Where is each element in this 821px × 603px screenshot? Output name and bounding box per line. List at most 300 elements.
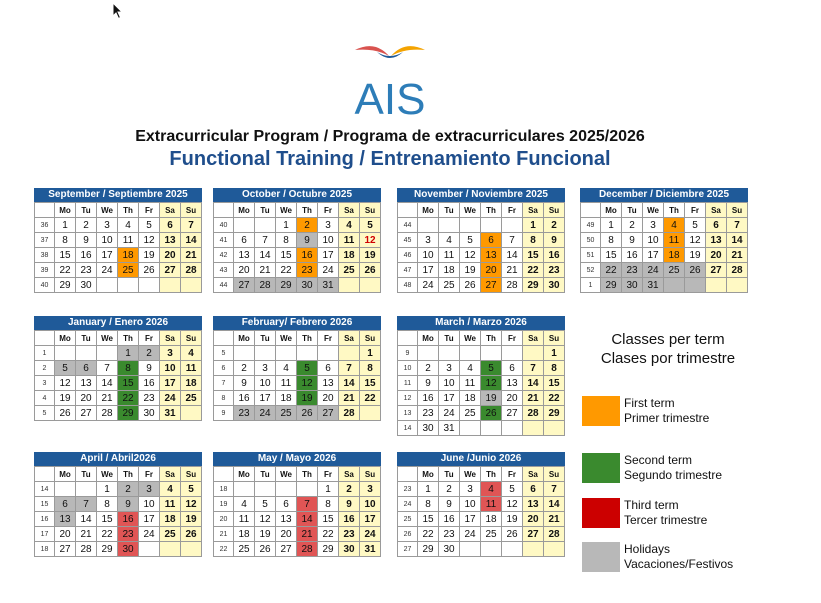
day-cell: 29 [97, 542, 118, 557]
day-cell: 9 [76, 233, 97, 248]
day-cell: 25 [160, 527, 181, 542]
legend-label: Second term [624, 453, 693, 467]
day-cell: 2 [139, 346, 160, 361]
weekday-header-row [35, 331, 202, 346]
day-cell: 7 [544, 482, 565, 497]
day-cell: 5 [255, 497, 276, 512]
week-row [35, 218, 202, 233]
day-cell: 19 [685, 248, 706, 263]
weekday-header: Sa [523, 203, 544, 218]
day-cell: 19 [502, 512, 523, 527]
week-number: 11 [398, 376, 418, 391]
week-row [398, 482, 565, 497]
day-cell: 26 [360, 263, 381, 278]
week-number: 2 [35, 361, 55, 376]
weekday-header: Su [181, 331, 202, 346]
day-cell: 21 [181, 248, 202, 263]
day-cell: 21 [297, 527, 318, 542]
day-cell: 15 [318, 512, 339, 527]
day-cell: 5 [181, 482, 202, 497]
week-row [214, 527, 381, 542]
week-number-header [398, 203, 418, 218]
week-number-header [214, 467, 234, 482]
month-calendar [397, 188, 565, 293]
week-number: 1 [581, 278, 601, 293]
day-cell: 4 [118, 218, 139, 233]
week-row [398, 497, 565, 512]
month-table [213, 330, 381, 421]
day-cell: 27 [160, 263, 181, 278]
day-cell: 25 [339, 263, 360, 278]
day-cell: 15 [118, 376, 139, 391]
week-number: 21 [214, 527, 234, 542]
weekday-header: Sa [339, 331, 360, 346]
week-row [35, 233, 202, 248]
week-row [214, 376, 381, 391]
month-title: September / Septiembre 2025 [34, 188, 202, 202]
day-cell: 12 [685, 233, 706, 248]
day-cell: 17 [97, 248, 118, 263]
day-cell: 7 [502, 233, 523, 248]
weekday-header: Fr [502, 331, 523, 346]
month-calendar [213, 188, 381, 293]
week-number: 10 [398, 361, 418, 376]
week-row [214, 512, 381, 527]
day-cell: 12 [360, 233, 381, 248]
day-cell: 31 [439, 421, 460, 436]
day-cell: 16 [139, 376, 160, 391]
week-number: 36 [35, 218, 55, 233]
day-cell: 5 [55, 361, 76, 376]
day-cell: 14 [727, 233, 748, 248]
day-cell [481, 218, 502, 233]
week-number: 9 [398, 346, 418, 361]
weekday-header-row [214, 331, 381, 346]
day-cell: 31 [643, 278, 664, 293]
day-cell: 16 [622, 248, 643, 263]
month-calendar [34, 452, 202, 557]
day-cell: 8 [55, 233, 76, 248]
weekday-header: Th [118, 331, 139, 346]
month-title: May / Mayo 2026 [213, 452, 381, 466]
day-cell: 23 [439, 527, 460, 542]
weekday-header-row [214, 467, 381, 482]
day-cell [160, 278, 181, 293]
day-cell: 13 [502, 376, 523, 391]
week-number-header [214, 331, 234, 346]
day-cell: 19 [181, 512, 202, 527]
legend-subtitle: Clases por trimestre [600, 350, 736, 367]
weekday-header: Th [118, 467, 139, 482]
day-cell: 2 [439, 482, 460, 497]
day-cell: 18 [339, 248, 360, 263]
day-cell: 23 [622, 263, 643, 278]
week-number-header [35, 331, 55, 346]
month-calendar [397, 452, 565, 557]
day-cell: 19 [460, 263, 481, 278]
day-cell: 24 [643, 263, 664, 278]
day-cell: 13 [76, 376, 97, 391]
week-number: 23 [398, 482, 418, 497]
month-calendar [213, 452, 381, 557]
day-cell: 6 [318, 361, 339, 376]
week-row [35, 497, 202, 512]
day-cell: 3 [255, 361, 276, 376]
day-cell: 22 [601, 263, 622, 278]
week-row [214, 482, 381, 497]
weekday-header: Mo [234, 331, 255, 346]
week-number-header [35, 467, 55, 482]
day-cell: 7 [297, 497, 318, 512]
day-cell: 5 [139, 218, 160, 233]
week-row [214, 263, 381, 278]
day-cell: 20 [502, 391, 523, 406]
day-cell [318, 346, 339, 361]
day-cell: 16 [544, 248, 565, 263]
day-cell: 24 [139, 527, 160, 542]
day-cell: 25 [276, 406, 297, 421]
day-cell: 6 [76, 361, 97, 376]
day-cell [460, 346, 481, 361]
weekday-header: Tu [255, 467, 276, 482]
day-cell: 10 [97, 233, 118, 248]
program-subtitle: Functional Training / Entrenamiento Funcional [169, 148, 611, 170]
day-cell: 25 [439, 278, 460, 293]
day-cell: 8 [601, 233, 622, 248]
day-cell [502, 421, 523, 436]
day-cell: 30 [76, 278, 97, 293]
week-number: 42 [214, 248, 234, 263]
day-cell: 15 [360, 376, 381, 391]
day-cell: 11 [160, 497, 181, 512]
day-cell: 9 [139, 361, 160, 376]
day-cell: 1 [601, 218, 622, 233]
day-cell: 6 [55, 497, 76, 512]
weekday-header: We [276, 331, 297, 346]
day-cell: 14 [97, 376, 118, 391]
week-number: 27 [398, 542, 418, 557]
week-number: 39 [35, 263, 55, 278]
day-cell: 3 [139, 482, 160, 497]
day-cell: 23 [234, 406, 255, 421]
month-table [213, 202, 381, 293]
week-row [398, 218, 565, 233]
day-cell: 30 [622, 278, 643, 293]
week-row [398, 406, 565, 421]
week-number: 52 [581, 263, 601, 278]
day-cell: 8 [418, 497, 439, 512]
week-number: 44 [398, 218, 418, 233]
legend-label: First term [624, 396, 675, 410]
week-number: 25 [398, 512, 418, 527]
day-cell: 10 [643, 233, 664, 248]
day-cell: 8 [276, 233, 297, 248]
day-cell: 11 [439, 248, 460, 263]
weekday-header: Th [297, 203, 318, 218]
weekday-header: Mo [234, 467, 255, 482]
day-cell: 21 [339, 391, 360, 406]
week-number: 3 [35, 376, 55, 391]
week-number: 38 [35, 248, 55, 263]
day-cell: 29 [118, 406, 139, 421]
day-cell: 26 [139, 263, 160, 278]
weekday-header: Mo [234, 203, 255, 218]
day-cell: 17 [439, 391, 460, 406]
day-cell: 30 [297, 278, 318, 293]
day-cell: 28 [97, 406, 118, 421]
week-number: 37 [35, 233, 55, 248]
day-cell: 27 [276, 542, 297, 557]
day-cell: 26 [255, 542, 276, 557]
day-cell [181, 278, 202, 293]
day-cell [460, 421, 481, 436]
day-cell: 17 [255, 391, 276, 406]
day-cell: 17 [318, 248, 339, 263]
day-cell: 2 [544, 218, 565, 233]
day-cell: 27 [76, 406, 97, 421]
week-row [214, 233, 381, 248]
day-cell: 22 [544, 391, 565, 406]
day-cell: 3 [318, 218, 339, 233]
weekday-header: We [276, 467, 297, 482]
month-table [397, 466, 565, 557]
day-cell [97, 278, 118, 293]
month-title: December / Diciembre 2025 [580, 188, 748, 202]
day-cell: 7 [255, 233, 276, 248]
day-cell [76, 482, 97, 497]
day-cell [460, 542, 481, 557]
week-row [35, 263, 202, 278]
day-cell: 13 [706, 233, 727, 248]
weekday-header: Sa [339, 203, 360, 218]
weekday-header: Tu [76, 467, 97, 482]
day-cell [139, 542, 160, 557]
legend-swatch [582, 498, 620, 528]
day-cell: 31 [318, 278, 339, 293]
day-cell: 15 [97, 512, 118, 527]
weekday-header: Tu [622, 203, 643, 218]
day-cell: 30 [439, 542, 460, 557]
day-cell: 8 [544, 361, 565, 376]
month-calendar [34, 316, 202, 421]
day-cell: 11 [181, 361, 202, 376]
day-cell: 27 [706, 263, 727, 278]
program-title: Extracurricular Program / Programa de extracurriculares 2025/2026 [135, 128, 645, 145]
week-number: 4 [35, 391, 55, 406]
day-cell: 7 [181, 218, 202, 233]
day-cell [502, 346, 523, 361]
week-number: 40 [35, 278, 55, 293]
week-number: 16 [35, 512, 55, 527]
week-number: 8 [214, 391, 234, 406]
week-number: 5 [214, 346, 234, 361]
day-cell: 6 [523, 482, 544, 497]
week-number: 49 [581, 218, 601, 233]
weekday-header: Su [360, 467, 381, 482]
legend-swatch [582, 453, 620, 483]
month-table [34, 466, 202, 557]
day-cell: 6 [706, 218, 727, 233]
weekday-header: Fr [502, 467, 523, 482]
day-cell: 18 [439, 263, 460, 278]
weekday-header: Su [360, 203, 381, 218]
weekday-header: Su [181, 203, 202, 218]
day-cell: 23 [297, 263, 318, 278]
month-title: February/ Febrero 2026 [213, 316, 381, 330]
weekday-header: Sa [339, 467, 360, 482]
day-cell: 14 [339, 376, 360, 391]
day-cell: 1 [544, 346, 565, 361]
day-cell: 2 [118, 482, 139, 497]
day-cell: 23 [118, 527, 139, 542]
day-cell: 22 [318, 527, 339, 542]
weekday-header: Th [297, 331, 318, 346]
day-cell: 11 [276, 376, 297, 391]
legend-swatch [582, 396, 620, 426]
day-cell: 9 [118, 497, 139, 512]
weekday-header: Fr [318, 203, 339, 218]
month-table [34, 202, 202, 293]
day-cell: 8 [118, 361, 139, 376]
weekday-header: Sa [160, 467, 181, 482]
day-cell: 12 [255, 512, 276, 527]
weekday-header: Tu [76, 203, 97, 218]
day-cell: 13 [481, 248, 502, 263]
day-cell: 1 [97, 482, 118, 497]
day-cell: 5 [297, 361, 318, 376]
week-row [398, 263, 565, 278]
week-row [35, 346, 202, 361]
week-row [214, 542, 381, 557]
month-calendar [213, 316, 381, 421]
day-cell [544, 542, 565, 557]
month-table [580, 202, 748, 293]
day-cell: 22 [97, 527, 118, 542]
week-number: 14 [398, 421, 418, 436]
day-cell: 2 [418, 361, 439, 376]
day-cell: 19 [255, 527, 276, 542]
week-row [398, 361, 565, 376]
day-cell: 26 [181, 527, 202, 542]
day-cell: 29 [418, 542, 439, 557]
day-cell: 22 [276, 263, 297, 278]
day-cell: 31 [360, 542, 381, 557]
day-cell: 22 [523, 263, 544, 278]
day-cell: 30 [544, 278, 565, 293]
day-cell: 23 [139, 391, 160, 406]
weekday-header: Th [481, 467, 502, 482]
day-cell: 14 [255, 248, 276, 263]
month-title: June /Junio 2026 [397, 452, 565, 466]
day-cell: 2 [339, 482, 360, 497]
weekday-header: Su [544, 467, 565, 482]
weekday-header: Fr [318, 467, 339, 482]
week-row [35, 512, 202, 527]
day-cell: 18 [481, 512, 502, 527]
week-row [214, 406, 381, 421]
day-cell: 20 [55, 527, 76, 542]
day-cell: 4 [439, 233, 460, 248]
weekday-header: Tu [76, 331, 97, 346]
week-number: 1 [35, 346, 55, 361]
day-cell: 29 [544, 406, 565, 421]
weekday-header: Fr [139, 203, 160, 218]
weekday-header-row [398, 331, 565, 346]
weekday-header: Mo [418, 331, 439, 346]
week-number: 5 [35, 406, 55, 421]
day-cell [55, 482, 76, 497]
week-number-header [398, 467, 418, 482]
day-cell: 28 [523, 406, 544, 421]
week-row [398, 512, 565, 527]
weekday-header: Su [544, 331, 565, 346]
weekday-header: Th [118, 203, 139, 218]
week-row [214, 497, 381, 512]
day-cell: 13 [276, 512, 297, 527]
day-cell: 16 [418, 391, 439, 406]
day-cell: 4 [481, 482, 502, 497]
day-cell: 21 [502, 263, 523, 278]
day-cell [360, 278, 381, 293]
week-row [35, 278, 202, 293]
day-cell: 24 [160, 391, 181, 406]
week-row [35, 406, 202, 421]
day-cell: 23 [76, 263, 97, 278]
weekday-header: We [97, 203, 118, 218]
day-cell: 20 [160, 248, 181, 263]
day-cell: 17 [460, 512, 481, 527]
day-cell: 17 [160, 376, 181, 391]
day-cell: 26 [460, 278, 481, 293]
day-cell [544, 421, 565, 436]
weekday-header: Tu [439, 331, 460, 346]
day-cell: 30 [339, 542, 360, 557]
day-cell: 24 [255, 406, 276, 421]
day-cell: 1 [523, 218, 544, 233]
week-number-header [581, 203, 601, 218]
day-cell: 3 [460, 482, 481, 497]
week-row [398, 278, 565, 293]
day-cell: 25 [481, 527, 502, 542]
day-cell [727, 278, 748, 293]
day-cell: 29 [55, 278, 76, 293]
day-cell [523, 542, 544, 557]
day-cell: 10 [160, 361, 181, 376]
day-cell: 21 [76, 527, 97, 542]
month-title: November / Noviembre 2025 [397, 188, 565, 202]
weekday-header: Tu [255, 331, 276, 346]
day-cell: 10 [360, 497, 381, 512]
day-cell: 2 [297, 218, 318, 233]
day-cell: 27 [502, 406, 523, 421]
weekday-header-row [35, 467, 202, 482]
month-calendar [34, 188, 202, 293]
day-cell [181, 406, 202, 421]
week-row [581, 263, 748, 278]
day-cell: 25 [664, 263, 685, 278]
week-number: 18 [35, 542, 55, 557]
day-cell: 27 [318, 406, 339, 421]
weekday-header: Fr [502, 203, 523, 218]
weekday-header: Mo [55, 203, 76, 218]
weekday-header: Sa [523, 331, 544, 346]
weekday-header-row [214, 203, 381, 218]
day-cell: 12 [181, 497, 202, 512]
week-row [581, 248, 748, 263]
weekday-header: Th [481, 331, 502, 346]
day-cell: 28 [297, 542, 318, 557]
day-cell [139, 278, 160, 293]
